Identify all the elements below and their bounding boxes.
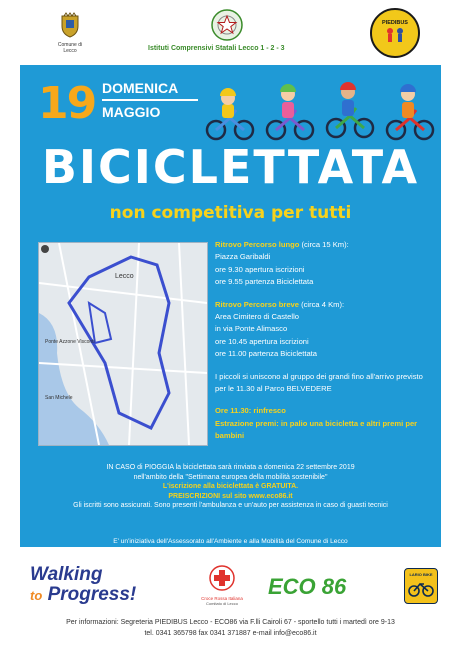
piccoli-note: I piccoli si uniscono al gruppo dei grandi fino all'arrivo previsto per le 11.30 al Parco BELVEDERE [215, 371, 423, 394]
map-label-ponte: Ponte Azzone Visconti [45, 339, 95, 345]
assessorato-notice: E' un'iniziativa dell'Assessorato all'Ambiente e alla Mobilità del Comune di Lecco [113, 538, 348, 545]
date-divider [102, 99, 198, 101]
long-route-detail: ore 9.30 apertura iscrizioni [215, 264, 305, 274]
map-label-lecco: Lecco [115, 273, 134, 280]
footer-info-line: Per informazioni: Segreteria PIEDIBUS Lecco - ECO86 via F.lli Cairoli 67 - sportello tutti i martedì ore 9-13 [66, 619, 395, 626]
footer-contact-line: tel. 0341 365798 fax 0341 371887 e-mail info@eco86.it [144, 630, 317, 637]
long-route-detail: ore 9.55 partenza Biciclettata [215, 277, 314, 287]
footer-contact [0, 617, 461, 639]
piedibus-label: PIEDIBUS [382, 20, 408, 26]
comune-logo [52, 12, 88, 54]
bike-kid-1 [207, 88, 253, 139]
comune-crest-icon [59, 12, 81, 38]
rinfresco-note: Ore 11.30: rinfresco [215, 406, 286, 416]
piedibus-logo [370, 8, 420, 58]
long-route-heading: Ritrovo Percorso lungo (circa 15 Km): [215, 240, 349, 249]
event-month: MAGGIO [102, 104, 161, 120]
notice-block [20, 463, 441, 511]
map-label-michele: San Michele [45, 395, 73, 401]
rain-notice: IN CASO di PIOGGIA la biciclettata sarà rinviata a domenica 22 settembre 2019 [106, 464, 355, 471]
event-weekday: DOMENICA [102, 80, 179, 96]
event-day: 19 [38, 78, 96, 129]
short-route-detail: ore 11.00 partenza Biciclettata [215, 349, 318, 359]
event-title: BICICLETTATA [41, 140, 420, 194]
eco86-logo: ECO 86 [268, 574, 347, 599]
progress-logo-line: to Progress! [30, 584, 137, 605]
repubblica-emblem [210, 8, 244, 42]
insurance-notice: Gli iscritti sono assicurati. Sono presenti l'ambulanza e un'auto per assistenza in caso di guasti tecnici [73, 502, 388, 510]
short-route-detail: ore 10.45 apertura iscrizioni [215, 336, 309, 346]
estrazione-note: Estrazione premi: in palio una bicicletta e altri premi per bambini [215, 418, 418, 441]
red-cross-icon [209, 565, 235, 591]
map-pin-icon [41, 245, 49, 253]
short-route-detail: Area Cimitero di Castello [215, 312, 299, 322]
croce-label: Croce Rossa Italiana [201, 596, 243, 601]
short-route-heading: Ritrovo Percorso breve (circa 4 Km): [215, 299, 345, 309]
lario-label: LARIO BIKE [409, 572, 433, 577]
bike-kid-3 [327, 82, 373, 137]
bike-kid-4 [387, 84, 433, 139]
lario-bike-logo [404, 568, 438, 604]
comune-label: Comune di Lecco [57, 42, 83, 54]
bike-kid-2 [267, 84, 313, 139]
short-route-detail: in via Ponte Alimasco [215, 324, 288, 334]
event-subtitle: non competitiva per tutti [109, 203, 352, 223]
bicycle-icon [405, 577, 437, 599]
children-walking-icon [382, 26, 408, 46]
week-notice: nell'ambito della "Settimana europea della mobilità sostenibile" [133, 473, 328, 481]
walking-logo-word: Walking [30, 564, 103, 585]
free-notice: L'iscrizione alla biciclettata è GRATUITA. [162, 483, 299, 491]
preregistration-link[interactable]: PREISCRIZIONI sul sito www.eco86.it [168, 492, 293, 500]
route-map [38, 242, 208, 446]
route-info [215, 239, 435, 443]
star-emblem-icon [210, 8, 244, 42]
long-route-detail: Piazza Garibaldi [215, 252, 271, 262]
croce-sub: Comitato di Lecco [205, 601, 238, 606]
kids-on-bikes-illustration [200, 72, 440, 144]
istituti-label: Istituti Comprensivi Statali Lecco 1 - 2 - 3 [148, 45, 285, 52]
croce-rossa-logo [190, 565, 254, 606]
